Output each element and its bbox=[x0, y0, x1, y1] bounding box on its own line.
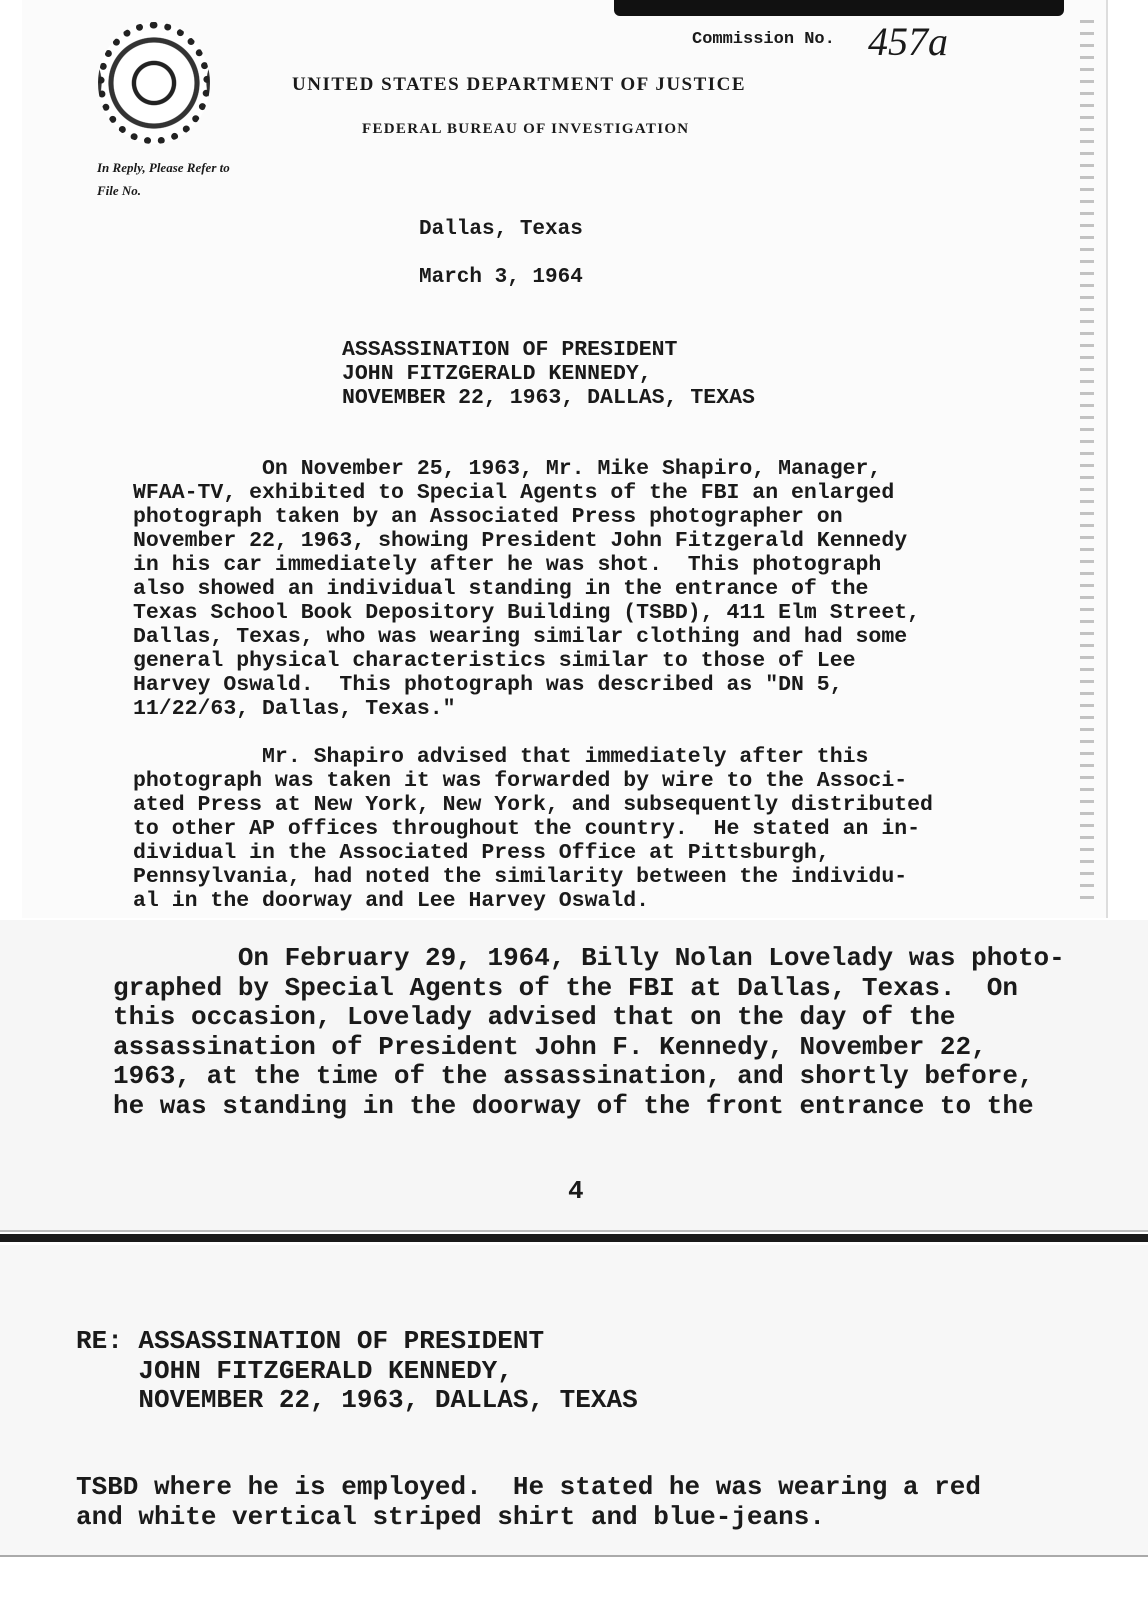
text-line: to other AP offices throughout the country. He stated an in- bbox=[133, 817, 921, 841]
commission-label: Commission No. bbox=[692, 30, 835, 49]
text-line: 1963, at the time of the assassination, and shortly before, bbox=[113, 1061, 1034, 1091]
text-line: Texas School Book Depository Building (TSBD), 411 Elm Street, bbox=[133, 601, 921, 625]
text-line: November 22, 1963, showing President John Fitzgerald Kennedy bbox=[133, 529, 908, 553]
paragraph-3 bbox=[113, 944, 1065, 1121]
scan-edge bbox=[1080, 20, 1094, 900]
text-line: On February 29, 1964, Billy Nolan Lovelady was photo- bbox=[113, 943, 1065, 973]
text-line: photograph was taken it was forwarded by wire to the Associ- bbox=[133, 769, 908, 793]
text-line: this occasion, Lovelady advised that on the day of the bbox=[113, 1002, 956, 1032]
date: March 3, 1964 bbox=[419, 266, 583, 289]
text-line: RE: ASSASSINATION OF PRESIDENT bbox=[76, 1326, 545, 1356]
text-line: al in the doorway and Lee Harvey Oswald. bbox=[133, 889, 650, 913]
subject-block bbox=[342, 338, 755, 410]
commission-number: 457a bbox=[868, 19, 948, 64]
subject-line: ASSASSINATION OF PRESIDENT bbox=[342, 338, 678, 362]
place: Dallas, Texas bbox=[419, 218, 583, 241]
text-line: and white vertical striped shirt and blue-jeans. bbox=[76, 1501, 825, 1532]
text-line: Pennsylvania, had noted the similarity between the individu- bbox=[133, 865, 908, 889]
text-line: graphed by Special Agents of the FBI at Dallas, Texas. On bbox=[113, 972, 1018, 1003]
bureau-heading: FEDERAL BUREAU OF INVESTIGATION bbox=[362, 121, 690, 137]
text-line: JOHN FITZGERALD KENNEDY, bbox=[76, 1355, 513, 1386]
text-line: Harvey Oswald. This photograph was described as "DN 5, bbox=[133, 673, 843, 697]
file-no: File No. bbox=[97, 183, 142, 198]
text-line: Dallas, Texas, who was wearing similar clothing and had some bbox=[133, 625, 908, 649]
text-line: Mr. Shapiro advised that immediately after this bbox=[133, 745, 869, 769]
subject-line: NOVEMBER 22, 1963, DALLAS, TEXAS bbox=[342, 386, 755, 410]
page-number: 4 bbox=[568, 1176, 584, 1206]
paragraph-4 bbox=[76, 1473, 981, 1532]
redaction-bar bbox=[614, 0, 1064, 16]
text-line: NOVEMBER 22, 1963, DALLAS, TEXAS bbox=[76, 1385, 638, 1415]
divider bbox=[0, 1234, 1148, 1242]
text-line: 11/22/63, Dallas, Texas." bbox=[133, 697, 456, 721]
text-line: photograph taken by an Associated Press photographer on bbox=[133, 505, 843, 529]
text-line: in his car immediately after he was shot. This photograph bbox=[133, 553, 882, 577]
reply-note: In Reply, Please Refer to bbox=[97, 160, 230, 175]
text-line: On November 25, 1963, Mr. Mike Shapiro, Manager, bbox=[133, 457, 882, 481]
text-line: WFAA-TV, exhibited to Special Agents of the FBI an enlarged bbox=[133, 481, 895, 505]
paragraph-1 bbox=[133, 457, 920, 721]
text-line: he was standing in the doorway of the front entrance to the bbox=[113, 1090, 1034, 1121]
text-line: ated Press at New York, New York, and subsequently distributed bbox=[133, 793, 933, 817]
text-line: dividual in the Associated Press Office at Pittsburgh, bbox=[133, 841, 830, 865]
paragraph-2 bbox=[133, 745, 933, 913]
text-line: also showed an individual standing in the entrance of the bbox=[133, 577, 869, 601]
text-line: TSBD where he is employed. He stated he was wearing a red bbox=[76, 1472, 981, 1502]
text-line: assassination of President John F. Kennedy, November 22, bbox=[113, 1031, 987, 1062]
subject-line: JOHN FITZGERALD KENNEDY, bbox=[342, 362, 652, 386]
text-line: general physical characteristics similar to those of Lee bbox=[133, 649, 856, 673]
fbi-seal-icon bbox=[98, 22, 210, 144]
re-subject-block bbox=[76, 1327, 638, 1416]
department-heading: UNITED STATES DEPARTMENT OF JUSTICE bbox=[292, 74, 747, 95]
